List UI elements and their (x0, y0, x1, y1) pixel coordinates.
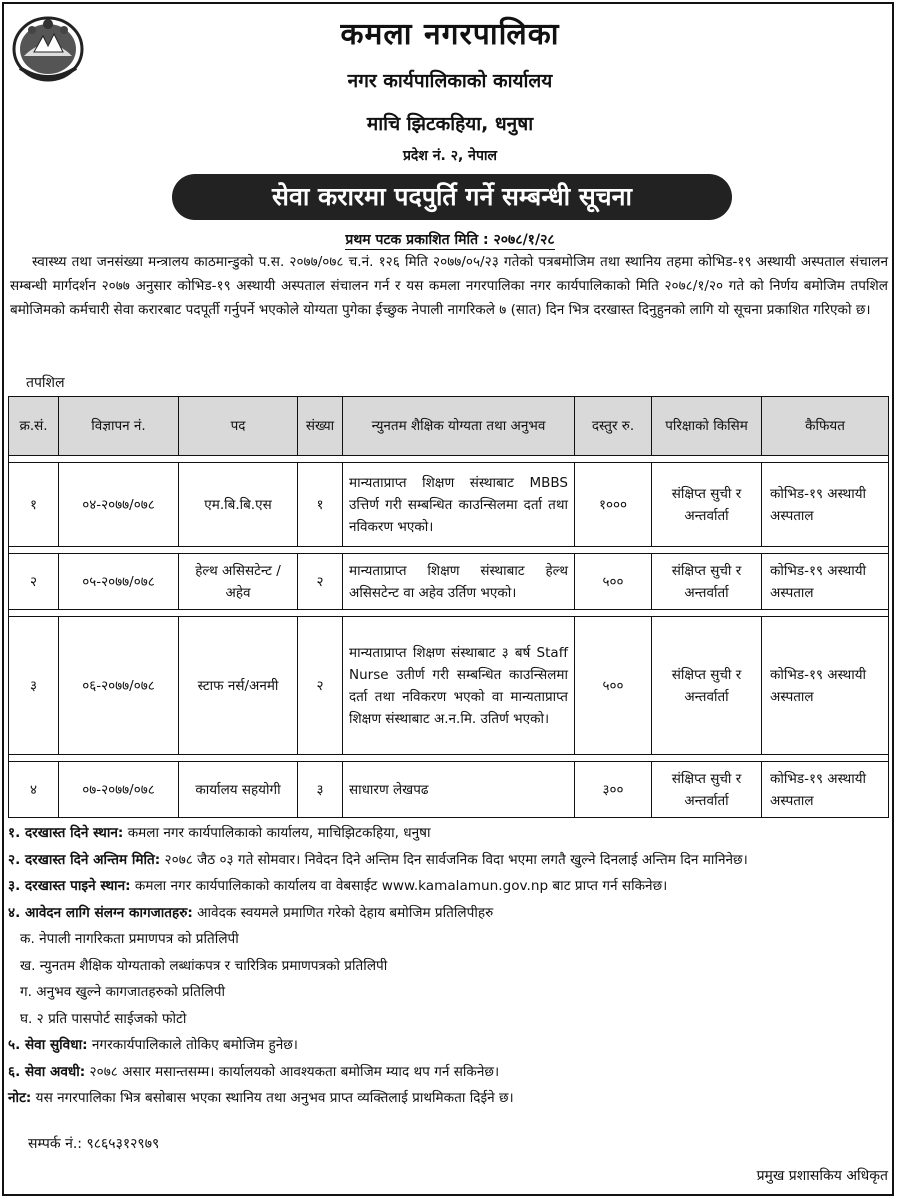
intro-paragraph: स्वास्थ्य तथा जनसंख्या मन्त्रालय काठमान्डुको प.स. २०७७/०७८ च.नं. १२६ मिति २०७७/०५/२३ गतेको पत्रबमोजिम तथा स्थानिय तहमा कोभिड-१९ अस्थायी अस्पताल संचालन सम्बन्धी मार्गदर्शन २०७७ अनुसार कोभिड-१९ अस्थायी अस्पताल संचालन गर्न र यस कमला नगरपालिका नगर कार्यपालिकाको मिति २०७८/१/२० गते को निर्णय बमोजिम तपशिल बमोजिमको कर्मचारी सेवा करारबाट पदपूर्ती गर्नुपर्ने भएकोले योग्यता पुगेका ईच्छुक नेपाली नागरिकले ७ (सात) दिन भित्र दरखास्त दिनुहुनको लागि यो सूचना प्रकाशित गरिएको छ। (10, 254, 888, 318)
term-form-availability: ३. दरखास्त पाइने स्थान: कमला नगर कार्यपालिकाको कार्यालय वा वेबसाईट www.kamalamun.gov.np बाट प्राप्त गर्न सकिनेछ। (8, 878, 668, 894)
publication-date-line (0, 230, 900, 249)
cell-remarks: कोभिड-१९ अस्थायी अस्पताल (762, 463, 889, 547)
contact-number: सम्पर्क नं.: ९८६५३१२९७९ (28, 1136, 160, 1152)
cell-remarks: कोभिड-१९ अस्थायी अस्पताल (762, 762, 889, 818)
cell-ad-number: ०७-२०७७/०७८ (59, 762, 179, 818)
cell-qualification: मान्यताप्राप्त शिक्षण संस्थाबाट MBBS उत्तिर्ण गरी सम्बन्धित काउन्सिलमा दर्ता तथा नविकरण भएको। (343, 463, 575, 547)
cell-count: २ (298, 554, 343, 610)
province-line: प्रदेश नं. २, नेपाल (402, 148, 498, 164)
cell-post: स्टाफ नर्स/अनमी (179, 617, 298, 755)
term-deadline: २. दरखास्त दिने अन्तिम मिति: २०७८ जैठ ०३ गते सोमवार। निवेदन दिने अन्तिम दिन सार्वजनिक विदा भएमा लगतै खुल्ने दिनलाई अन्तिम दिन मानिनेछ। (8, 851, 748, 868)
office-name: नगर कार्यपालिकाको कार्यालय (347, 70, 553, 92)
cell-post: कार्यालय सहयोगी (179, 762, 298, 818)
cell-serial: २ (9, 554, 59, 610)
cell-count: ३ (298, 762, 343, 818)
header-remarks: कैफियत (762, 397, 889, 456)
document-item: घ. २ प्रति पासपोर्ट साईजको फोटो (20, 1010, 187, 1027)
publication-date: प्रथम पटक प्रकाशित मिति : २०७८/१/२८ (345, 232, 555, 248)
vacancy-table (8, 396, 889, 818)
cell-exam-type: संक्षिप्त सुची र अन्तर्वार्ता (652, 617, 762, 755)
cell-exam-type: संक्षिप्त सुची र अन्तर्वार्ता (652, 762, 762, 818)
header-ad-number: विज्ञापन नं. (59, 397, 179, 456)
header-exam-type: परिक्षाको किसिम (652, 397, 762, 456)
notice-terms (8, 820, 893, 1112)
cell-qualification: साधारण लेखपढ (343, 762, 575, 818)
cell-serial: ४ (9, 762, 59, 818)
header-post: पद (179, 397, 298, 456)
note-priority: नोट: यस नगरपालिका भित्र बसोबास भएका स्थानिय तथा अनुभव प्राप्त व्यक्तिलाई प्राथमिकता दिईने छ। (8, 1090, 514, 1106)
header-count: संख्या (298, 397, 343, 456)
cell-post: एम.बि.बि.एस (179, 463, 298, 547)
cell-remarks: कोभिड-१९ अस्थायी अस्पताल (762, 554, 889, 610)
term-service-period: ६. सेवा अवधी: २०७८ असार मसान्तसम्म। कार्यालयको आवश्यकता बमोजिम म्याद थप गर्न सकिनेछ। (8, 1063, 500, 1080)
cell-ad-number: ०५-२०७७/०७८ (59, 554, 179, 610)
cell-exam-type: संक्षिप्त सुची र अन्तर्वार्ता (652, 463, 762, 547)
cell-serial: १ (9, 463, 59, 547)
cell-remarks: कोभिड-१९ अस्थायी अस्पताल (762, 617, 889, 755)
table-header-row (9, 397, 889, 456)
header-qualification: न्युनतम शैक्षिक योग्यता तथा अनुभव (343, 397, 575, 456)
term-required-documents: ४. आवेदन लागि संलग्न कागजातहरु: आवेदक स्वयमले प्रमाणित गरेको देहाय बमोजिम प्रतिलिपीहरु (8, 904, 494, 921)
municipality-name: कमला नगरपालिका (340, 17, 560, 52)
table-row (9, 762, 889, 818)
term-service-benefits: ५. सेवा सुविधा: नगरकार्यपालिकाले तोकिए बमोजिम हुनेछ। (8, 1037, 298, 1053)
table-row (9, 463, 889, 547)
cell-qualification: मान्यताप्राप्त शिक्षण संस्थाबाट हेल्थ असिसटेन्ट वा अहेव उर्तिण भएको। (343, 554, 575, 610)
table-row (9, 617, 889, 755)
document-item: ख. न्युनतम शैक्षिक योग्यताको लब्धांकपत्र र चारित्रिक प्रमाणपत्रको प्रतिलिपी (20, 957, 388, 974)
schedule-label: तपशिल (26, 375, 65, 391)
cell-qualification: मान्यताप्राप्त शिक्षण संस्थाबाट ३ बर्ष Staff Nurse उतीर्ण गरी सम्बन्धित काउन्सिलमा दर्ता तथा नविकरण भएको वा मान्यताप्राप्त शिक्षण संस्थाबाट अ.न.मि. उतिर्ण भएको। (343, 617, 575, 755)
header-fee: दस्तुर रु. (575, 397, 652, 456)
cell-fee: ३०० (575, 762, 652, 818)
cell-post: हेल्थ असिसटेन्ट / अहेव (179, 554, 298, 610)
table-row (9, 554, 889, 610)
document-item: क. नेपाली नागरिकता प्रमाणपत्र को प्रतिलिपी (20, 931, 239, 947)
cell-ad-number: ०४-२०७७/०७८ (59, 463, 179, 547)
office-location: माचि झिटकहिया, धनुषा (366, 113, 534, 135)
cell-fee: ५०० (575, 617, 652, 755)
cell-exam-type: संक्षिप्त सुची र अन्तर्वार्ता (652, 554, 762, 610)
notice-title-banner: सेवा करारमा पदपुर्ति गर्ने सम्बन्धी सूचना (172, 174, 732, 220)
signatory-title: प्रमुख प्रशासकिय अधिकृत (756, 1168, 888, 1184)
cell-ad-number: ०६-२०७७/०७८ (59, 617, 179, 755)
cell-serial: ३ (9, 617, 59, 755)
cell-fee: ५०० (575, 554, 652, 610)
header-serial: क्र.सं. (9, 397, 59, 456)
document-item: ग. अनुभव खुल्ने कागजातहरुको प्रतिलिपी (20, 984, 226, 1000)
cell-count: २ (298, 617, 343, 755)
cell-count: १ (298, 463, 343, 547)
term-application-place: १. दरखास्त दिने स्थान: कमला नगर कार्यपालिकाको कार्यालय, माचिझिटकहिया, धनुषा (8, 825, 431, 841)
cell-fee: १००० (575, 463, 652, 547)
